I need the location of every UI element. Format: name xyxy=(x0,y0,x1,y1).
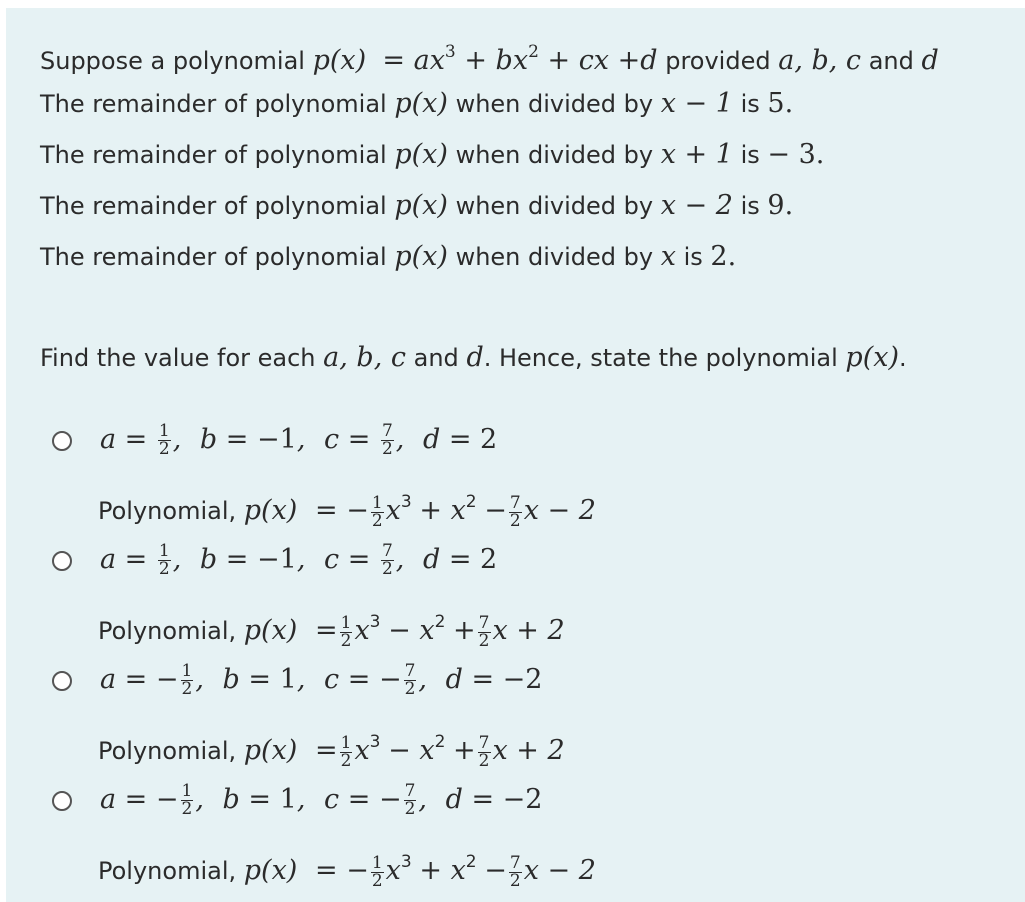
radio-button[interactable] xyxy=(52,791,72,811)
condition-1 xyxy=(40,88,793,120)
condition-remainder: 2. xyxy=(710,241,737,272)
intro-prefix: Suppose a polynomial xyxy=(40,47,305,75)
condition-poly: p(x) xyxy=(394,190,448,221)
condition-text: is xyxy=(683,243,703,271)
condition-text: is xyxy=(740,141,760,169)
intro-poly-rhs: = $ax^3 + bx^2$ + cx +d xyxy=(373,42,658,76)
intro-suffix: provided xyxy=(665,47,771,75)
condition-text: when divided by xyxy=(455,192,654,220)
question-task xyxy=(40,342,907,374)
condition-divisor: x + 1 xyxy=(660,139,733,170)
condition-remainder: 9. xyxy=(767,190,794,221)
condition-text: The remainder of polynomial xyxy=(40,243,387,271)
option-values: a = $\frac{1}{2}$ , b = −1, c = $\frac{7}{2}$ , d = 2 xyxy=(100,541,498,579)
option-values: a = $\frac{1}{2}$ , b = −1, c = $\frac{7}{2}$ , d = 2 xyxy=(100,421,498,459)
radio-button[interactable] xyxy=(52,551,72,571)
question-intro xyxy=(40,36,939,77)
task-prefix: Find the value for each xyxy=(40,344,316,372)
task-and: and xyxy=(413,344,459,372)
condition-poly: p(x) xyxy=(394,88,448,119)
task-poly: p(x) xyxy=(845,342,899,373)
radio-button[interactable] xyxy=(52,671,72,691)
option-values: a = − $\frac{1}{2}$ , b = 1, c = − $\frac{7}{2}$ , d = −2 xyxy=(100,661,543,699)
condition-4 xyxy=(40,241,736,273)
condition-divisor: x − 2 xyxy=(660,190,733,221)
intro-and: and xyxy=(868,47,914,75)
condition-remainder: 5. xyxy=(767,88,794,119)
condition-text: is xyxy=(740,192,760,220)
condition-text: when divided by xyxy=(455,90,654,118)
condition-text: when divided by xyxy=(455,141,654,169)
condition-text: The remainder of polynomial xyxy=(40,141,387,169)
intro-vars: a, b, c xyxy=(778,45,862,76)
option-polynomial: Polynomial, p(x) = − $\frac{1}{2}$ $x^3 + x^2$ − $\frac{7}{2}$ x − 2 xyxy=(98,852,596,891)
task-last-var: d xyxy=(466,342,484,373)
condition-text: The remainder of polynomial xyxy=(40,192,387,220)
condition-text: is xyxy=(740,90,760,118)
condition-text: when divided by xyxy=(455,243,654,271)
condition-poly: p(x) xyxy=(394,139,448,170)
condition-text: The remainder of polynomial xyxy=(40,90,387,118)
task-suffix: . Hence, state the polynomial xyxy=(483,344,838,372)
question-panel xyxy=(6,8,1025,902)
option-values: a = − $\frac{1}{2}$ , b = 1, c = − $\frac{7}{2}$ , d = −2 xyxy=(100,781,543,819)
condition-remainder: − 3. xyxy=(767,139,825,170)
condition-poly: p(x) xyxy=(394,241,448,272)
option-polynomial: Polynomial, p(x) = $\frac{1}{2}$ $x^3 - x^2$ + $\frac{7}{2}$ x + 2 xyxy=(98,612,565,651)
task-vars: a, b, c xyxy=(323,342,406,373)
condition-divisor: x − 1 xyxy=(660,88,733,119)
condition-2 xyxy=(40,139,824,171)
condition-divisor: x xyxy=(660,241,676,272)
condition-3 xyxy=(40,190,793,222)
intro-poly-lhs: p(x) xyxy=(312,45,367,76)
task-end: . xyxy=(899,344,907,372)
option-polynomial: Polynomial, p(x) = − $\frac{1}{2}$ $x^3 + x^2$ − $\frac{7}{2}$ x − 2 xyxy=(98,492,596,531)
option-polynomial: Polynomial, p(x) = $\frac{1}{2}$ $x^3 - x^2$ + $\frac{7}{2}$ x + 2 xyxy=(98,732,565,771)
radio-button[interactable] xyxy=(52,431,72,451)
intro-last-var: d xyxy=(921,45,939,76)
